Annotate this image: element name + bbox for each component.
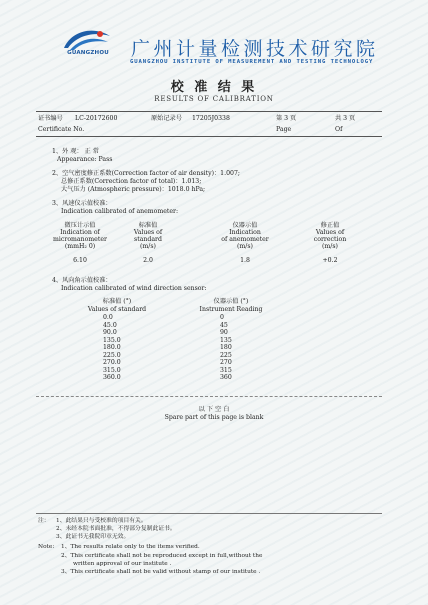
section-appearance-cn: 1、外 观： 正 常: [52, 148, 99, 155]
section-appearance-en: Appearance: Pass: [57, 156, 113, 163]
note-cn-3: 3、此证书无我院印章无效。: [56, 534, 130, 540]
note-en-3: 3、This certificate shall not be valid without stamp of our institute .: [61, 569, 261, 575]
col-indication-en2: of anemometer: [221, 236, 269, 243]
blank-divider: [36, 396, 382, 397]
atmospheric-pressure: 大气压力 (Atmospheric pressure)：1018.0 hPa;: [61, 186, 206, 193]
col-indication-cn: 仪器示值: [232, 222, 258, 229]
page-total-en: Of: [335, 126, 343, 133]
col-correction-en2: correction: [313, 236, 347, 243]
total-correction-factor: 总修正系数(Correction factor of total)：1.013;: [61, 178, 202, 185]
page-number-en: Page: [276, 126, 292, 133]
institute-name-en: GUANGZHOU INSTITUTE OF MEASUREMENT AND TESTING TECHNOLOGY: [130, 59, 374, 65]
table-row-reading: 135: [220, 336, 232, 344]
notes-label-cn: 注：: [38, 518, 50, 524]
note-en-2: 2、This certificate shall not be reproduced except in full,without the: [61, 553, 263, 559]
col-instrument-reading-en: Instrument Reading: [199, 306, 263, 313]
table-row-reading: 45: [220, 321, 228, 329]
table-row: 270.0: [103, 359, 121, 366]
section-wind-direction-cn: 4、风向角示值校准：: [52, 277, 112, 284]
col-indication-en1: Indication: [229, 229, 261, 236]
col-standard-angle-cn: 标准值 (°): [102, 298, 132, 305]
table-row: 45.0: [103, 321, 117, 329]
note-en-2-cont: written approval of our institute .: [73, 561, 172, 567]
col-standard-en2: standard: [134, 236, 162, 243]
notes-label-en: Note:: [38, 544, 55, 550]
table-row: 225.0: [103, 351, 121, 359]
table-row-reading: 0: [220, 314, 224, 321]
col-standard-angle-en: Values of standard: [87, 306, 147, 313]
col-correction-cn: 修正值: [320, 222, 340, 229]
blank-notice-cn: 以 下 空 白: [198, 406, 230, 413]
note-cn-1: 1、此结果只与受校准的项目有关。: [56, 518, 147, 524]
col-micromanometer-en1: Indication of: [60, 229, 100, 236]
table-row-reading: 180: [220, 344, 232, 351]
cell-correction: +0.2: [322, 257, 338, 264]
section-wind-direction-en: Indication calibrated of wind direction sensor:: [61, 285, 207, 292]
logo-text: GUANGZHOU: [67, 50, 109, 56]
col-instrument-reading-cn: 仪器示值 (°): [213, 298, 249, 305]
record-value: 17205J0338: [192, 115, 230, 122]
table-row-reading: 225: [220, 351, 232, 359]
table-row-reading: 90: [220, 329, 228, 336]
institute-name-cn: 广州计量检测技术研究院: [131, 38, 379, 60]
col-indication-unit: (m/s): [237, 243, 253, 250]
table-row: 360.0: [103, 374, 121, 381]
note-cn-2: 2、未经本院书面批准，不得部分复制此证书。: [56, 526, 176, 532]
col-correction-en1: Values of: [315, 229, 345, 236]
cell-micromanometer: 6.10: [73, 257, 87, 264]
blank-notice-en: Spare part of this page is blank: [164, 414, 264, 421]
cell-indication: 1.8: [240, 257, 250, 264]
record-label-cn: 原始记录号: [151, 115, 182, 122]
page-total-cn: 共 3 页: [335, 115, 356, 122]
table-row-reading: 360: [220, 374, 232, 381]
table-row: 135.0: [103, 336, 121, 344]
air-density-factor: 2、空气密度修正系数(Correction factor of air density)：1.007;: [52, 170, 240, 177]
table-row: 180.0: [103, 344, 121, 351]
section-anemometer-cn: 3、风速仪示值校准：: [52, 200, 112, 207]
header-bottom-rule: [36, 136, 382, 137]
col-correction-unit: (m/s): [322, 243, 338, 250]
section-anemometer-en: Indication calibrated of anemometer:: [61, 208, 179, 215]
table-row-reading: 315: [220, 366, 232, 374]
table-row: 90.0: [103, 329, 117, 336]
page-title-cn: 校 准 结 果: [170, 80, 258, 95]
cert-no-label-cn: 证书编号: [38, 115, 63, 122]
col-micromanometer-unit: (mmH₂ 0): [64, 243, 96, 250]
note-en-1: 1、The results relate only to the items verified.: [61, 544, 200, 550]
cert-no-label-en: Certificate No.: [38, 126, 85, 133]
cell-standard: 2.0: [143, 257, 153, 264]
table-row-reading: 270: [220, 359, 232, 366]
page-number-cn: 第 3 页: [276, 115, 297, 122]
col-standard-cn: 标准值: [138, 222, 158, 229]
col-standard-unit: (m/s): [140, 243, 156, 250]
cert-no-value: LC-20172600: [75, 115, 118, 122]
col-standard-en1: Values of: [133, 229, 163, 236]
col-micromanometer-en2: micromanometer: [53, 236, 107, 243]
header-top-rule: [36, 111, 382, 112]
table-row: 315.0: [103, 366, 121, 374]
col-micromanometer-cn: 微压计示值: [64, 222, 96, 229]
page-title-en: RESULTS OF CALIBRATION: [154, 95, 274, 103]
notes-rule: [36, 513, 382, 514]
table-row: 0.0: [103, 314, 113, 321]
